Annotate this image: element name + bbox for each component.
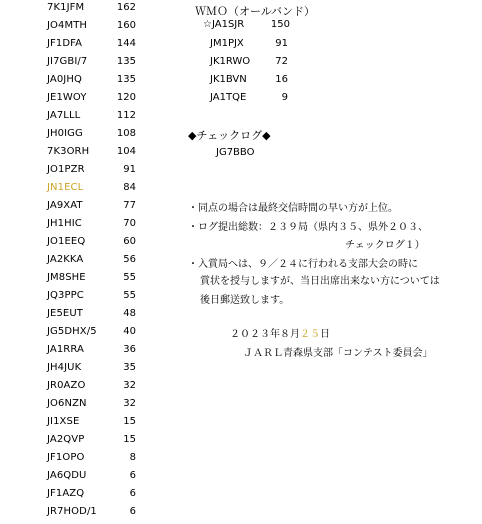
result-row xyxy=(0,396,150,414)
result-row xyxy=(0,324,150,342)
result-score: 55 xyxy=(123,290,136,301)
wmo-entry xyxy=(210,38,310,54)
result-row xyxy=(0,216,150,234)
wmo-call: JA1TQE xyxy=(210,92,247,103)
result-callsign: JO4MTH xyxy=(47,20,88,31)
result-row xyxy=(0,108,150,126)
result-row xyxy=(0,450,150,468)
result-callsign: JA2KKA xyxy=(47,254,84,265)
note-line: チェックログ１） xyxy=(345,240,425,251)
result-callsign: JE5EUT xyxy=(47,308,83,319)
result-score: 77 xyxy=(123,200,136,211)
result-score: 8 xyxy=(129,452,136,463)
wmo-score: 16 xyxy=(275,74,288,85)
wmo-score: 150 xyxy=(270,19,290,30)
result-row xyxy=(0,72,150,90)
result-score: 6 xyxy=(129,506,136,517)
result-score: 56 xyxy=(123,254,136,265)
result-row xyxy=(0,504,150,522)
result-score: 70 xyxy=(123,218,136,229)
wmo-heading: ＷＭＯ（オールバンド） xyxy=(195,5,316,18)
result-score: 104 xyxy=(116,146,136,157)
result-row xyxy=(0,432,150,450)
note-line: 賞状を授与しますが、当日出席出来ない方については xyxy=(200,276,440,287)
result-row xyxy=(0,288,150,306)
result-callsign: JO1EEQ xyxy=(47,236,86,247)
result-score: 15 xyxy=(123,416,136,427)
result-callsign: JI1XSE xyxy=(47,416,80,427)
result-score: 36 xyxy=(123,344,136,355)
result-callsign: JF1AZQ xyxy=(47,488,85,499)
result-row xyxy=(0,54,150,72)
date-suffix: 日 xyxy=(320,329,330,340)
result-row xyxy=(0,126,150,144)
result-callsign: JI7GBI/7 xyxy=(47,56,88,67)
result-callsign: JA0JHQ xyxy=(47,74,82,85)
checklog-heading: ◆チェックログ◆ xyxy=(188,129,271,142)
result-callsign: JF1OPO xyxy=(47,452,85,463)
result-callsign: JH1HIC xyxy=(47,218,82,229)
result-score: 91 xyxy=(123,164,136,175)
result-callsign: 7K3ORH xyxy=(47,146,90,157)
result-score: 108 xyxy=(116,128,136,139)
result-callsign: JE1WOY xyxy=(47,92,87,103)
note-line: ・ログ提出総数：２３９局（県内３５、県外２０３、 xyxy=(188,222,428,233)
result-score: 120 xyxy=(116,92,136,103)
wmo-call: JM1PJX xyxy=(210,38,244,49)
result-callsign: JQ3PPC xyxy=(47,290,84,301)
note-line: ・入賞局へは、９／２４に行われる支部大会の時に xyxy=(188,259,418,270)
footer-organization: ＪＡＲＬ青森県支部「コンテスト委員会」 xyxy=(243,348,433,359)
result-score: 55 xyxy=(123,272,136,283)
note-line: ・同点の場合は最終交信時間の早い方が上位。 xyxy=(188,203,398,214)
result-row xyxy=(0,0,150,18)
date-prefix: ２０２３年８月 xyxy=(230,329,300,340)
result-callsign: JH4JUK xyxy=(47,362,82,373)
wmo-entry xyxy=(203,19,303,35)
result-score: 35 xyxy=(123,362,136,373)
result-row xyxy=(0,90,150,108)
wmo-entry xyxy=(210,56,310,72)
result-row xyxy=(0,486,150,504)
result-callsign: JR0AZO xyxy=(47,380,86,391)
result-score: 40 xyxy=(123,326,136,337)
footer-date xyxy=(230,325,330,340)
result-score: 6 xyxy=(129,488,136,499)
result-row xyxy=(0,360,150,378)
wmo-call: ☆JA1SJR xyxy=(203,19,245,30)
result-callsign: 7K1JFM xyxy=(47,2,85,13)
result-score: 84 xyxy=(123,182,136,193)
result-row xyxy=(0,198,150,216)
result-score: 15 xyxy=(123,434,136,445)
wmo-call: JK1RWO xyxy=(210,56,251,67)
date-day: ２５ xyxy=(300,329,320,340)
result-row xyxy=(0,162,150,180)
result-row xyxy=(0,270,150,288)
result-callsign: JA2QVP xyxy=(47,434,85,445)
result-callsign: JA1RRA xyxy=(47,344,84,355)
result-callsign: JA6QDU xyxy=(47,470,87,481)
result-score: 135 xyxy=(116,74,136,85)
result-row xyxy=(0,252,150,270)
result-row xyxy=(0,36,150,54)
wmo-score: 9 xyxy=(281,92,288,103)
wmo-entry xyxy=(210,92,310,108)
result-score: 48 xyxy=(123,308,136,319)
result-row xyxy=(0,18,150,36)
wmo-score: 72 xyxy=(275,56,288,67)
result-score: 135 xyxy=(116,56,136,67)
result-callsign: JH0IGG xyxy=(47,128,83,139)
result-callsign: JA9XAT xyxy=(47,200,83,211)
result-row xyxy=(0,414,150,432)
result-score: 112 xyxy=(116,110,136,121)
result-callsign: JA7LLL xyxy=(47,110,81,121)
note-line: 後日郵送致します。 xyxy=(200,295,290,306)
result-score: 160 xyxy=(116,20,136,31)
result-row xyxy=(0,180,150,198)
result-callsign: JO6NZN xyxy=(47,398,87,409)
result-row xyxy=(0,468,150,486)
result-row xyxy=(0,306,150,324)
result-row xyxy=(0,342,150,360)
result-callsign: JN1ECL xyxy=(47,182,84,193)
result-row xyxy=(0,144,150,162)
result-score: 60 xyxy=(123,236,136,247)
result-callsign: JF1DFA xyxy=(47,38,83,49)
wmo-score: 91 xyxy=(275,38,288,49)
wmo-entry xyxy=(210,74,310,90)
result-callsign: JM8SHE xyxy=(47,272,86,283)
result-callsign: JG5DHX/5 xyxy=(47,326,97,337)
result-score: 6 xyxy=(129,470,136,481)
result-score: 144 xyxy=(116,38,136,49)
checklog-call: JG7BBO xyxy=(216,147,255,158)
result-score: 162 xyxy=(116,2,136,13)
result-callsign: JO1PZR xyxy=(47,164,85,175)
result-row xyxy=(0,234,150,252)
result-row xyxy=(0,378,150,396)
wmo-call: JK1BVN xyxy=(210,74,247,85)
result-score: 32 xyxy=(123,398,136,409)
result-score: 32 xyxy=(123,380,136,391)
result-callsign: JR7HOD/1 xyxy=(47,506,97,517)
